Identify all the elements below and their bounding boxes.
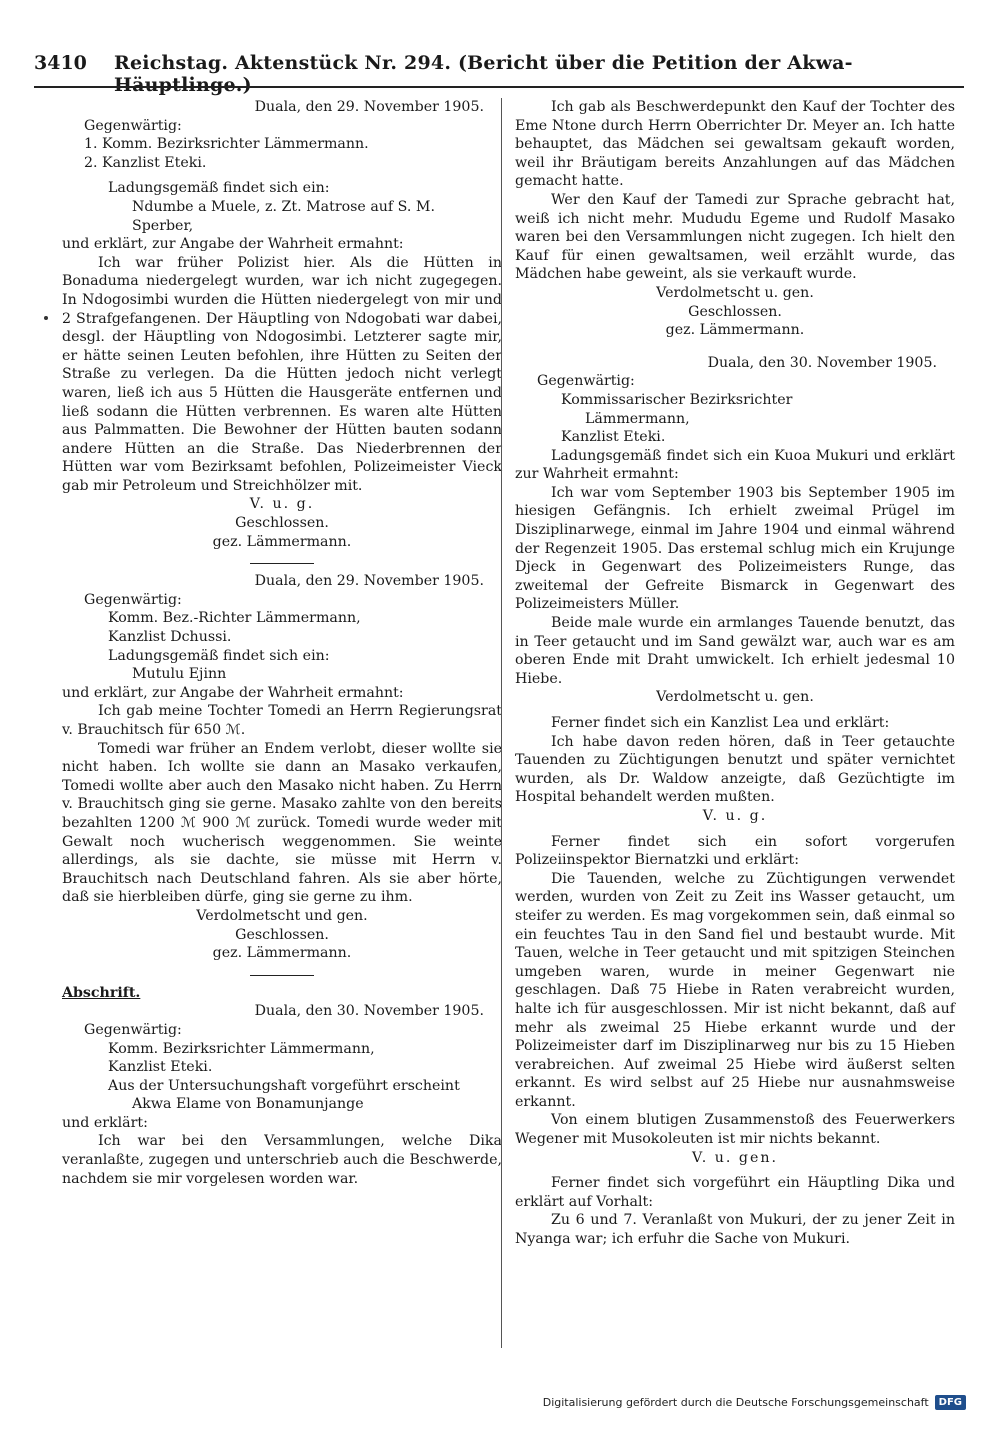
footer (543, 1392, 966, 1412)
text-line: Ladungsgemäß findet sich ein: (108, 647, 330, 664)
section-rule (250, 563, 314, 564)
text-line: Lämmermann, (585, 410, 690, 427)
text-line: und erklärt: (62, 1114, 148, 1131)
text-line: Komm. Bez.-Richter Lämmermann, (108, 610, 361, 627)
text-line: Akwa Elame von Bonamunjange (132, 1096, 364, 1113)
text-line: Mutulu Ejinn (132, 666, 227, 683)
text-line: Ich gab als Beschwerdepunkt den Kauf der Tochter des Eme Ntone durch Herrn Oberrichter Dr. Meyer an. Ich hatte behauptet, das Mädchen sei gewaltsam gekauft worden, weil ihr Bräutigam bereits Anzahlungen auf das Mädchen gemacht hatte. (515, 99, 955, 190)
section-rule (250, 975, 314, 976)
text-line: Ndumbe a Muele, z. Zt. Matrose auf S. M. (132, 198, 435, 215)
text-line: Von einem blutigen Zusammenstoß des Feuerwerkers Wegener mit Musokoleuten ist mir nichts bekannt. (515, 1112, 955, 1148)
text-line: Ich war vom September 1903 bis September 1905 im hiesigen Gefängnis. Ich erhielt zweimal Prügel im Disziplinarwege, einmal im Jahre 1904 und einmal während der Regenzeit 1905. Das erstemal schlug mich ein Krujunge Djeck in Gegenwart des Polizeimeisters Runge, das zweitemal der Gefreite Bismarck in Gegenwart des Polizeimeisters Müller. (515, 484, 955, 613)
page-number: 3410 (34, 52, 87, 74)
left-column (62, 98, 502, 1188)
column-divider (501, 98, 502, 1348)
margin-dot (44, 316, 48, 320)
text-line: Ich habe davon reden hören, daß in Teer getauchte Tauenden zu Züchtigungen benutzt und später vernichtet wurden, als Dr. Waldow anzeigte, daß Gezüchtigte im Hospital behandelt werden mußten. (515, 733, 955, 806)
text-line: Verdolmetscht u. gen. (656, 689, 814, 706)
header-rule (34, 86, 964, 88)
spacer (515, 340, 955, 354)
text-line: Tomedi war früher an Endem verlobt, dieser wollte sie nicht haben. Ich wollte sie dann an Masako verkaufen, Tomedi wollte aber auch den Masako nicht haben. Zu Herrn v. Brauchitsch ging sie gerne. Masako zahlte von den bereits bezahlten 1200 ℳ 900 ℳ zurück. Tomedi wurde weder mit Gewalt noch wucherisch weggenommen. Sie weinte allerdings, als sie dachte, sie müsse mit Herrn v. Brauchitsch nach Deutschland fahren. Als sie aber hörte, daß sie hierbleiben dürfe, ging sie gerne zu ihm. (62, 740, 502, 906)
text-line: Gegenwärtig: (84, 591, 182, 608)
right-column (515, 98, 955, 1249)
running-title: Reichstag. Aktenstück Nr. 294. (Bericht über die Petition der Akwa-Häuptlinge.) (114, 52, 853, 96)
text-line: Duala, den 30. November 1905. (254, 1003, 484, 1020)
text-line: Kanzlist Dchussi. (108, 629, 232, 646)
text-line: gez. Lämmermann. (212, 533, 352, 550)
text-line: Ich war bei den Versammlungen, welche Dika veranlaßte, zugegen und unterschrieb auch die Beschwerde, nachdem sie mir vorgelesen worden war. (62, 1133, 502, 1187)
text-line: Ich war früher Polizist hier. Als die Hütten in Bonaduma niedergelegt wurden, war ich nicht zugegegen. In Ndogosimbi wurden die Hütten niedergelegt von mir und 2 Strafgefangenen. Der Häuptling von Ndogobati war dabei, desgl. der Häuptling von Ndogosimbi. Letzterer sagte mir, er hätte seinen Leuten befohlen, ihre Hütten zu Seiten der Straße zu verlegen. Da die Hütten jedoch nicht verlegt waren, ließ ich aus 5 Hütten die Hausgeräte entfernen und ließ sodann die Hütten verbrennen. Es waren alte Hütten aus Palmmatten. Die Bewohner der Hütten bauten sodann andere Hütten an die Straße. Das Niederbrennen der Hütten war vom Bezirksamt befohlen, Polizeimeister Vieck gab mir Petroleum und Streichhölzer mit. (62, 254, 502, 494)
spacer (515, 1167, 955, 1174)
text-line: Verdolmetscht und gen. (196, 907, 368, 924)
text-line: Ladungsgemäß findet sich ein Kuoa Mukuri und erklärt zur Wahrheit ermahnt: (515, 447, 955, 483)
text-line: Ferner findet sich vorgeführt ein Häuptling Dika und erklärt auf Vorhalt: (515, 1175, 955, 1210)
text-line: Gegenwärtig: (84, 117, 182, 134)
spacer (62, 172, 502, 179)
text-line: gez. Lämmermann. (665, 322, 805, 339)
copy-label: Abschrift. (62, 984, 141, 1001)
text-line: Duala, den 29. November 1905. (254, 99, 484, 115)
text-line: Aus der Untersuchungshaft vorgeführt erscheint (108, 1077, 460, 1094)
text-line: Duala, den 30. November 1905. (707, 354, 937, 371)
text-line: 2. Kanzlist Eteki. (84, 154, 207, 171)
text-line: V. u. gen. (691, 1149, 779, 1166)
text-line: Gegenwärtig: (537, 373, 635, 390)
text-line: Geschlossen. (235, 926, 329, 943)
text-line: Geschlossen. (235, 515, 329, 532)
spacer (515, 707, 955, 714)
text-line: Die Tauenden, welche zu Züchtigungen verwendet werden, wurden von Zeit zu Zeit ins Wasser getaucht, um steifer zu werden. Es mag vorgekommen sein, daß einmal so ein feuchtes Tau in den Sand fiel und bestaubt wurde. Mit Tauen, welche in Teer getaucht und mit spitzigen Steinchen umgeben waren, wurde in meiner Gegenwart nie geschlagen. Daß 75 Hiebe in Raten verabreicht wurden, halte ich für ausgeschlossen. Mir ist nicht bekannt, daß auf mehr als zweimal 25 Hiebe erkannt wurde und der Polizeimeister darf im Disziplinarweg nur bis zu 15 Hieben verabreichen. Auf zweimal 25 Hiebe wird äußerst selten erkannt. Es wird selbst auf 25 Hiebe nur ausnahmsweise erkannt. (515, 870, 955, 1110)
text-line: Duala, den 29. November 1905. (254, 573, 484, 590)
text-line: 1. Komm. Bezirksrichter Lämmermann. (84, 136, 369, 153)
text-line: Wer den Kauf der Tamedi zur Sprache gebracht hat, weiß ich nicht mehr. Mududu Egeme und Rudolf Masako waren bei den Versammlungen nicht zugegen. Ich hielt den Kauf für einen gewaltsamen, weil erzählt wurde, das Mädchen habe geweint, als sie verkauft wurde. (515, 191, 955, 283)
text-line: Beide male wurde ein armlanges Tauende benutzt, das in Teer getaucht und im Sand gewälzt war, auch war es am oberen Ende mit Draht umwickelt. Ich erhielt jedesmal 10 Hiebe. (515, 615, 955, 687)
spacer (515, 826, 955, 833)
text-line: Zu 6 und 7. Veranlaßt von Mukuri, der zu jener Zeit in Nyanga war; ich erfuhr die Sache von Mukuri. (515, 1212, 955, 1248)
text-line: V. u. g. (249, 496, 315, 513)
text-line: Ich gab meine Tochter Tomedi an Herrn Regierungsrat v. Brauchitsch für 650 ℳ. (62, 703, 502, 738)
text-line: Komm. Bezirksrichter Lämmermann, (108, 1040, 375, 1057)
text-line: Kommissarischer Bezirksrichter (561, 391, 793, 408)
text-line: Ferner findet sich ein sofort vorgerufen Polizeiinspektor Biernatzki und erklärt: (515, 833, 955, 869)
text-line: Gegenwärtig: (84, 1021, 182, 1038)
text-line: Kanzlist Eteki. (561, 429, 666, 446)
text-line: Ladungsgemäß findet sich ein: (108, 180, 330, 197)
funding-note: Digitalisierung gefördert durch die Deutsche Forschungsgemeinschaft (542, 1395, 929, 1409)
text-line: und erklärt, zur Angabe der Wahrheit ermahnt: (62, 684, 404, 701)
text-line: Verdolmetscht u. gen. (656, 284, 814, 301)
text-line: V. u. g. (702, 807, 768, 824)
dfg-logo: DFG (935, 1395, 966, 1410)
text-line: Sperber, (132, 217, 194, 234)
text-line: gez. Lämmermann. (212, 945, 352, 962)
text-line: Geschlossen. (688, 303, 782, 320)
text-line: Kanzlist Eteki. (108, 1059, 213, 1076)
page-header (34, 52, 964, 96)
text-line: und erklärt, zur Angabe der Wahrheit ermahnt: (62, 236, 404, 253)
text-line: Ferner findet sich ein Kanzlist Lea und erklärt: (551, 715, 890, 731)
